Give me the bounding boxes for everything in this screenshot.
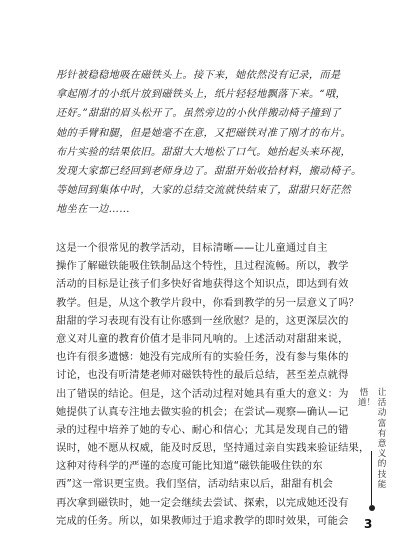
body-line: 她提供了认真专注地去做实验的机会；在尝试—观察—确认—记 <box>56 405 349 418</box>
body-line: 西”这一常识更宝贵。我们坚信，活动结束以后，甜甜有机会 <box>56 478 334 491</box>
body-line: 活动的目标是让孩子们多快好省地获得这个知识点，即达到有效 <box>56 278 349 291</box>
margin-divider <box>371 451 372 505</box>
narrative-line: 等她回到集体中时，大家的总结交流就快结束了，甜甜只好茫然 <box>56 185 352 197</box>
narrative-block <box>56 66 362 220</box>
chapter-title: 让活动富有意义的技能 <box>377 388 387 490</box>
body-line: 录的过程中培养了她的专心、耐心和信心；尤其是发现自己的错 <box>56 423 349 436</box>
page-number: 3 <box>364 517 373 531</box>
narrative-line: 拿起刚才的小纸片放到磁铁头上，纸片轻轻地飘落下来。“哦， <box>56 89 347 101</box>
narrative-line: 彤针被稳稳地吸在磁铁头上。接下来，她依然没有记录，而是 <box>56 70 341 81</box>
body-line: 操作了解磁铁能吸住铁制品这个特性，且过程流畅。所以，教学 <box>56 260 349 273</box>
narrative-line: 她的手臂和腿，但是她毫不在意，又把磁铁对准了刚才的布片。 <box>56 127 352 139</box>
body-line: 讨论，也没有听清楚老师对磁铁特性的最后总结，甚至差点就得 <box>56 369 349 382</box>
body-line: 再次拿到磁铁时，她一定会继续去尝试、探索，以完成她还没有 <box>56 496 349 509</box>
narrative-line: 布片实验的结果依旧。甜甜大大地松了口气。她抬起头来环视， <box>56 146 352 158</box>
body-line: 出了错误的结论。但是，这个活动过程对她具有重大的意义：为 <box>56 387 349 400</box>
page-number-dot-icon <box>369 505 375 511</box>
running-header-vertical <box>358 388 394 490</box>
body-line: 完成的任务。所以，如果教师过于追求教学的即时效果，可能会 <box>56 514 349 527</box>
narrative-line: 发现大家都已经回到老师身边了。甜甜开始收拾材料，搬动椅子。 <box>56 165 362 177</box>
body-line: 也许有很多遗憾：她没有完成所有的实验任务，没有参与集体的 <box>56 351 349 364</box>
body-line: 误时，她不愿从权威，能及时反思，坚持通过亲自实践来验证结果， <box>56 442 370 455</box>
body-line: 这种对待科学的严谨的态度可能比知道“磁铁能吸住铁的东 <box>56 460 323 473</box>
narrative-line: 地坐在一边…… <box>56 204 130 216</box>
narrative-line: 还好。”甜甜的眉头松开了。虽然旁边的小伙伴搬动椅子撞到了 <box>56 108 341 120</box>
body-line: 甜甜的学习表现有没有让你感到一丝欣慰？是的，这更深层次的 <box>56 314 349 327</box>
body-line: 教学。但是，从这个教学片段中，你看到教学的另一层意义了吗？ <box>56 296 359 309</box>
body-line: 这是一个很常见的教学活动，目标清晰——让儿童通过自主 <box>56 242 328 254</box>
body-line: 意义对儿童的教育价值才是非同凡响的。上述活动对甜甜来说， <box>56 332 349 345</box>
series-label: 悟道！ <box>358 388 376 409</box>
